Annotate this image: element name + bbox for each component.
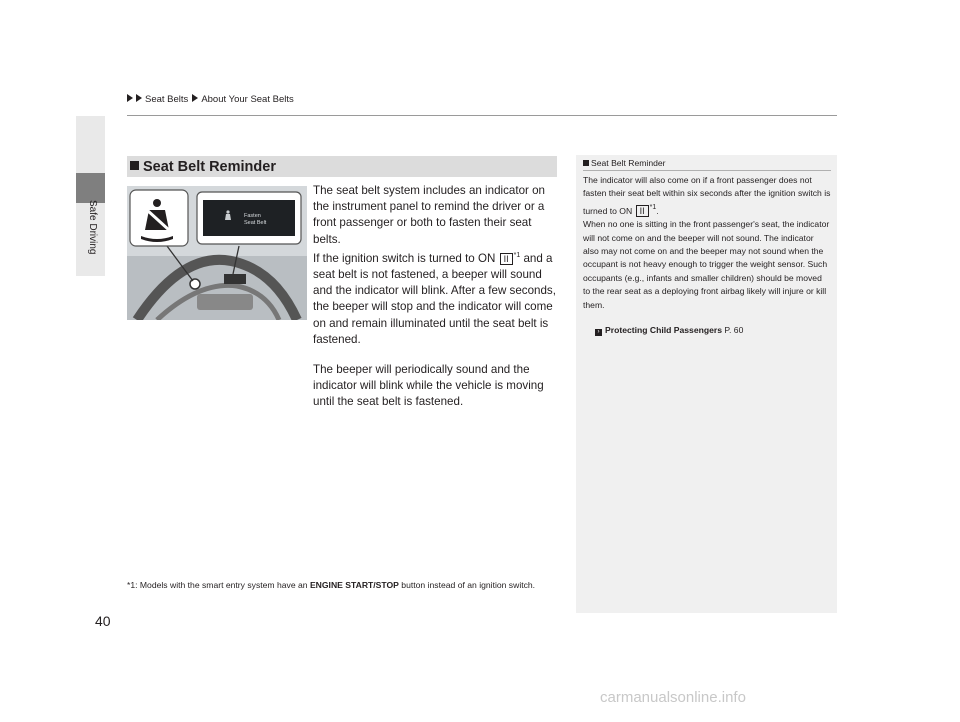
body-text-run: If the ignition switch is turned to ON [313,251,499,265]
note-text-run: When no one is sitting in the front passenger's seat, the indicator will not come on and the beeper will not sound. The indicator also may not come on and the beeper may not sound when the occupant is not heavy enough to trigger the weight sensor. Such occupants (e.g., infants and smaller children) should be moved to the rear seat as a deploying front airbag likely will injure or kill them. [583,219,830,310]
body-text-run: and a seat belt is not fastened, a beeper will sound and the indicator will blink. After a few seconds, the beeper will stop and the indicator will come on and remain illuminated until the seat belt is fastened. [313,251,556,346]
chapter-label: Safe Driving [87,200,98,255]
breadcrumb-arrow-icon [127,94,133,102]
body-text [313,183,561,425]
reference-arrow-icon: › [595,329,602,336]
note-text-run: The indicator will also come on if a front passenger does not fasten their seat belt within six seconds after the ignition switch is turned to ON [583,175,831,216]
section-title [130,157,276,177]
body-text-run: The seat belt system includes an indicator on the instrument panel to remind the driver or a front passenger or both to fasten their seat belts. [313,184,545,246]
dashboard-drawing [127,186,307,320]
header-rule [127,115,837,116]
footnote-bold-text: ENGINE START/STOP [309,580,399,590]
footnote [127,576,567,595]
dashboard-illustration [127,186,307,320]
breadcrumb-item[interactable]: About Your Seat Belts [201,94,294,105]
ignition-key-symbol: II [500,253,513,265]
breadcrumb [127,94,298,105]
section-square-icon [130,161,139,170]
note-rule [583,170,831,171]
display-message [244,213,266,227]
cross-reference-link[interactable] [595,325,743,336]
cross-reference-page[interactable]: P. 60 [724,325,744,335]
breadcrumb-item[interactable]: Seat Belts [145,94,189,105]
section-title-text: Seat Belt Reminder [143,159,276,175]
note-marker-icon [583,160,589,166]
footnote-ref[interactable]: *1 [513,251,521,259]
body-paragraph: The beeper will periodically sound and the indicator will blink while the vehicle is moving until the seat belt is fastened. [313,363,544,409]
note-title [583,158,666,168]
footnote-ref[interactable]: *1 [649,203,657,211]
cross-reference-title[interactable]: Protecting Child Passengers [605,325,723,335]
display-line: Fasten [244,213,261,219]
breadcrumb-arrow-icon [192,94,198,102]
display-line: Seat Belt [244,220,267,226]
body-paragraph [313,183,561,348]
note-text [583,174,831,312]
footnote-text: *1: Models with the smart entry system have an [127,580,310,590]
page-number: 40 [95,613,111,629]
note-text-run: . [656,205,659,216]
footnote-text: button instead of an ignition switch. [398,580,536,590]
breadcrumb-arrow-icon [136,94,142,102]
note-title-text: Seat Belt Reminder [591,158,666,168]
ignition-key-symbol: II [636,205,649,217]
watermark: carmanualsonline.info [600,689,746,706]
chapter-tab [76,173,105,203]
